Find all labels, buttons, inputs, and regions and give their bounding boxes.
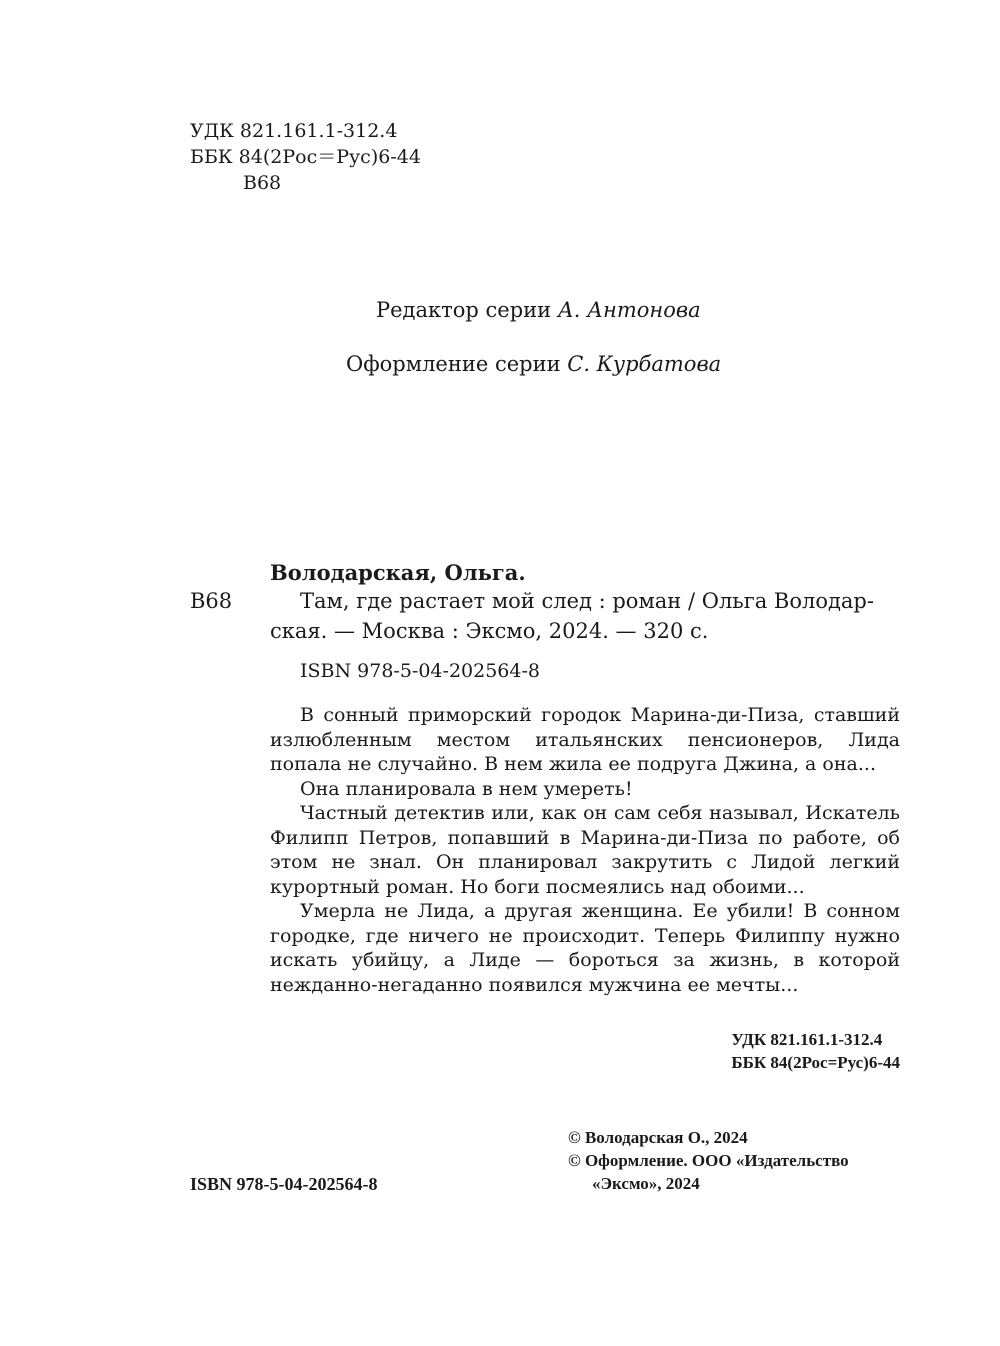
annotation-paragraph: В сонный приморский городок Марина-ди-Пиза, ставший излюбленным местом итальянских пенсионеров, Лида попала не случайно. В нем жила ее подруга Джина, а она... xyxy=(270,704,900,775)
catalog-title-line-2: ская. — Москва : Эксмо, 2024. — 320 с. xyxy=(270,619,709,643)
copyright-design-cont: «Эксмо», 2024 xyxy=(592,1174,700,1193)
bbk-code-bottom: ББК 84(2Рос=Рус)6-44 xyxy=(731,1053,900,1072)
footer-isbn: ISBN 978-5-04-202564-8 xyxy=(190,1174,378,1194)
copyright-author: © Володарская О., 2024 xyxy=(568,1128,748,1147)
series-design-label: Оформление серии xyxy=(346,352,561,376)
series-editor-credit xyxy=(376,298,701,322)
annotation xyxy=(270,703,900,997)
series-design-credit xyxy=(346,352,721,376)
classification-block-top xyxy=(190,118,421,196)
series-design-name: С. Курбатова xyxy=(567,352,722,376)
series-editor-name: А. Антонова xyxy=(557,298,701,322)
annotation-paragraph: Частный детектив или, как он сам себя называл, Искатель Филипп Петров, попавший в Марина-ди-Пиза по работе, об этом не знал. Он планировал закрутить с Лидой легкий курортный роман. Но боги посмеялись над обоими... xyxy=(270,802,900,898)
catalog-author: Володарская, Ольга. xyxy=(270,560,526,585)
bbk-code: ББК 84(2Рос＝Рус)6-44 xyxy=(190,146,421,168)
udk-code-bottom: УДК 821.161.1-312.4 xyxy=(731,1030,883,1049)
catalog-isbn: ISBN 978-5-04-202564-8 xyxy=(300,660,540,682)
series-editor-label: Редактор серии xyxy=(376,298,552,322)
udk-code: УДК 821.161.1-312.4 xyxy=(190,120,398,142)
classification-block-bottom xyxy=(731,1028,900,1074)
catalog-title-line-1: Там, где растает мой след : роман / Ольга Володар- xyxy=(300,589,874,613)
copyright-block xyxy=(568,1126,849,1195)
author-mark: В68 xyxy=(243,172,282,194)
annotation-paragraph: Умерла не Лида, а другая женщина. Ее убили! В сонном городке, где ничего не происходит. Теперь Филиппу нужно искать убийцу, а Лиде — бороться за жизнь, в которой нежданно-негаданно появился мужчина ее мечты... xyxy=(270,900,900,996)
annotation-paragraph: Она планировала в нем умереть! xyxy=(300,777,633,800)
catalog-author-mark: В68 xyxy=(190,589,233,613)
copyright-design: © Оформление. ООО «Издательство xyxy=(568,1151,849,1170)
